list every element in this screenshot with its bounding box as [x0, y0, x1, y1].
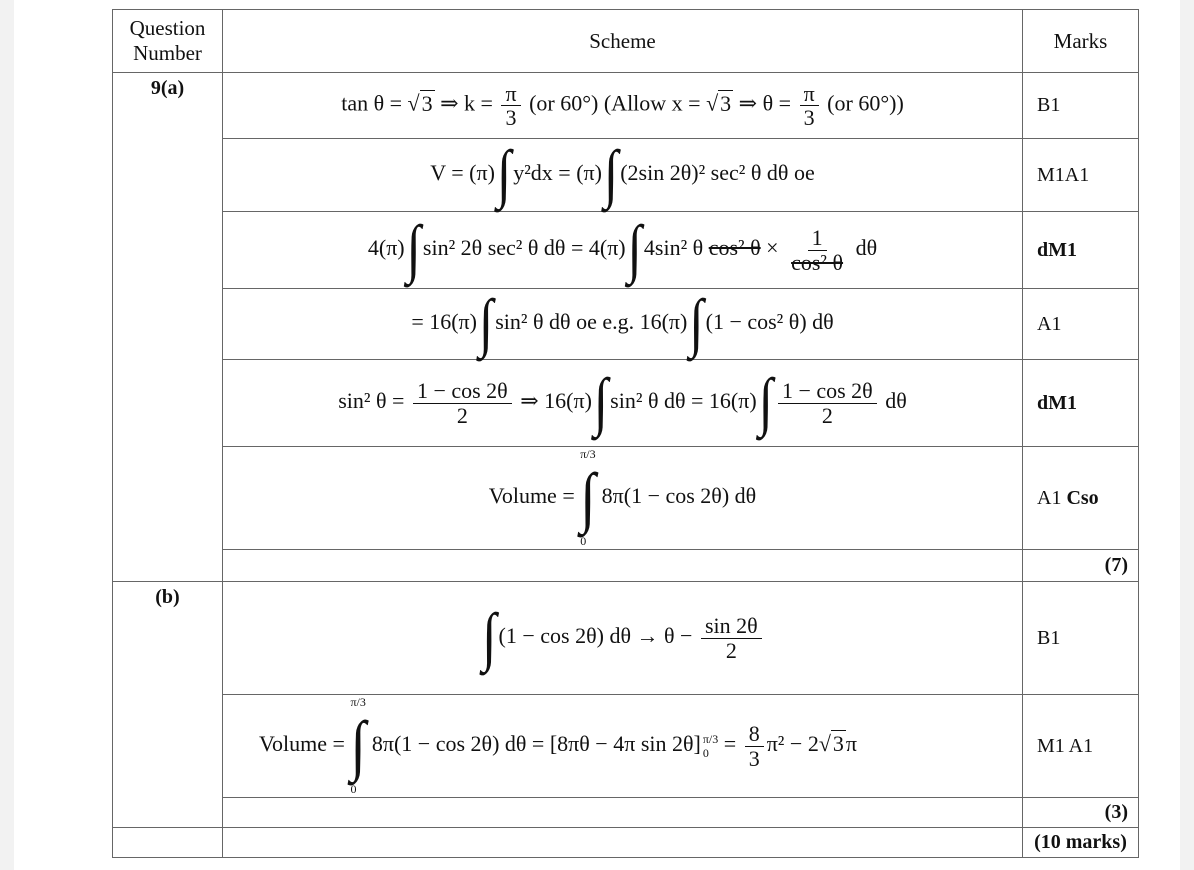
scheme-line: V = (π)∫y²dx = (π)∫(2sin 2θ)² sec² θ dθ oe: [223, 139, 1023, 212]
scheme-line: tan θ = √3 ⇒ k = $\frac{\pi}{3}$ (or 60°) (Allow x = √3 ⇒ θ = $\frac{\pi}{3}$ (or 60°)): [223, 73, 1023, 139]
fraction: $\frac{1}{\text{cos² θ}}$: [791, 225, 844, 275]
integral-sign: ∫: [603, 138, 619, 210]
fraction: $\frac{1 - \cos 2\theta}{2}$: [413, 379, 512, 426]
fraction: $\frac{1 - \cos 2\theta}{2}$: [778, 379, 877, 426]
header-scheme: Scheme: [223, 10, 1023, 73]
integral-sign: ∫: [406, 213, 421, 285]
header-marks: Marks: [1023, 10, 1139, 73]
mark-cell: A1: [1023, 289, 1139, 360]
fraction: $\frac{8}{3}$: [745, 722, 764, 769]
scheme-row: [113, 139, 1139, 212]
definite-integral: π/3 ∫ 0: [350, 695, 366, 796]
question-label-a: 9(a): [113, 73, 223, 582]
subtotal-b: (3): [1023, 798, 1139, 828]
scheme-row: [113, 447, 1139, 550]
mark-cell: dM1: [1023, 360, 1139, 447]
scheme-row: [113, 289, 1139, 360]
integral-sign: ∫: [496, 138, 512, 210]
grand-total-row: [113, 828, 1139, 858]
evaluation-limits: π/3 0: [702, 731, 719, 760]
grand-total: (10 marks): [1023, 828, 1139, 858]
right-margin: [1180, 0, 1194, 870]
question-label-b: (b): [113, 582, 223, 828]
scheme-row: [113, 73, 1139, 139]
integral-sign: ∫: [689, 287, 704, 359]
definite-integral: π/3 ∫ 0: [580, 447, 596, 548]
mark-cell: B1: [1023, 73, 1139, 139]
scheme-line: = 16(π)∫sin² θ dθ oe e.g. 16(π)∫(1 − cos² θ) dθ: [223, 289, 1023, 360]
left-margin: [0, 0, 14, 870]
scheme-row: [113, 695, 1139, 798]
subtotal-row: [113, 550, 1139, 582]
header-question-number: Question Number: [113, 10, 223, 73]
fraction: $\frac{\sin 2\theta}{2}$: [701, 614, 762, 661]
scheme-line: sin² θ = $\frac{1 - \cos 2\theta}{2}$ ⇒ 16(π)∫sin² θ dθ = 16(π)∫ $\frac{1 - \cos 2\theta}{2}$ dθ: [223, 360, 1023, 447]
integral-sign: ∫: [478, 287, 494, 359]
scheme-line: 4(π)∫sin² 2θ sec² θ dθ = 4(π)∫4sin² θ cos² θ × $\frac{1}{\text{cos² θ}}$ dθ: [223, 212, 1023, 289]
fraction: $\frac{\pi}{3}$: [800, 82, 819, 129]
mark-cell: B1: [1023, 582, 1139, 695]
mark-cell: M1 A1: [1023, 695, 1139, 798]
header-row: [113, 10, 1139, 73]
integral-sign: ∫: [627, 213, 642, 285]
integral-sign: ∫: [593, 366, 609, 438]
scheme-line: Volume = π/3 ∫ 0 8π(1 − cos 2θ) dθ = [8πθ − 4π sin 2θ] π/3 0 = $\frac{8}{3}$ π² − 2√3π: [223, 695, 1023, 798]
mark-scheme-table: [112, 9, 1139, 858]
integral-sign: ∫: [758, 366, 773, 438]
mark-cell: A1 Cso: [1023, 447, 1139, 550]
scheme-row: [113, 360, 1139, 447]
integral-sign: ∫: [482, 601, 497, 673]
subtotal-a: (7): [1023, 550, 1139, 582]
scheme-row: [113, 582, 1139, 695]
mark-cell: M1A1: [1023, 139, 1139, 212]
scheme-line: ∫(1 − cos 2θ) dθ → θ − $\frac{\sin 2\theta}{2}$: [223, 582, 1023, 695]
cancelled-term: cos² θ: [708, 235, 761, 261]
scheme-line: Volume = π/3 ∫ 0 8π(1 − cos 2θ) dθ: [223, 447, 1023, 550]
mark-cell: dM1: [1023, 212, 1139, 289]
fraction: $\frac{\pi}{3}$: [501, 82, 520, 129]
scheme-row: [113, 212, 1139, 289]
subtotal-row: [113, 798, 1139, 828]
